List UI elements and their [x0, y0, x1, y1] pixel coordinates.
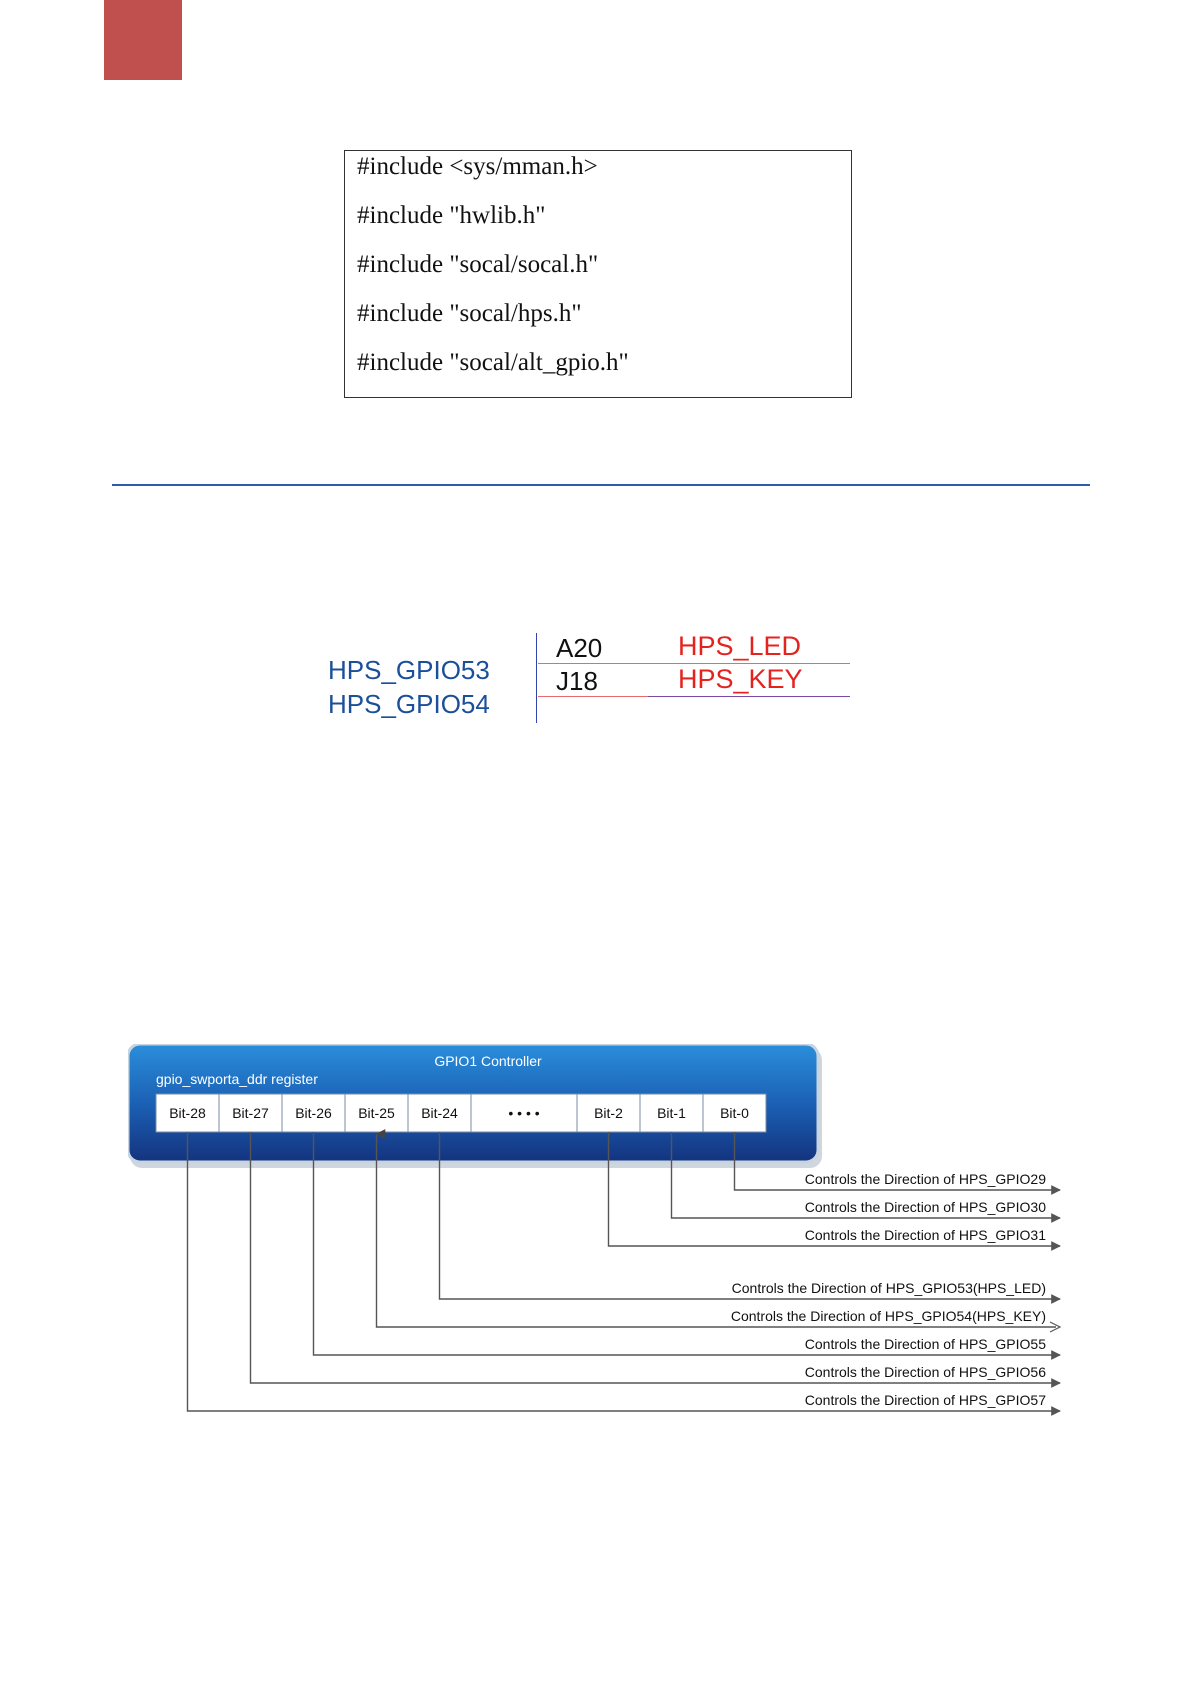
ball-label: J18 — [556, 666, 598, 696]
gpio-label: HPS_GPIO53 — [328, 655, 490, 685]
control-label: Controls the Direction of HPS_GPIO30 — [804, 1199, 1046, 1215]
bit-label: Bit-2 — [594, 1105, 623, 1121]
control-label: Controls the Direction of HPS_GPIO55 — [804, 1336, 1046, 1352]
wire — [538, 663, 648, 664]
control-label: Controls the Direction of HPS_GPIO29 — [804, 1171, 1046, 1187]
bit-label: Bit-26 — [295, 1105, 332, 1121]
control-label: Controls the Direction of HPS_GPIO57 — [804, 1392, 1046, 1408]
net-label: HPS_LED — [678, 631, 802, 661]
control-label: Controls the Direction of HPS_GPIO54(HPS_KEY) — [730, 1308, 1046, 1324]
control-label: Controls the Direction of HPS_GPIO31 — [804, 1227, 1046, 1243]
code-line: #include <sys/mman.h> — [357, 153, 598, 180]
register-name: gpio_swporta_ddr register — [156, 1071, 318, 1087]
bit-cells — [156, 1094, 766, 1132]
wire — [538, 696, 648, 697]
code-line: #include "socal/alt_gpio.h" — [357, 349, 629, 376]
gpio-label: HPS_GPIO54 — [328, 689, 490, 719]
control-label: Controls the Direction of HPS_GPIO53(HPS_LED) — [731, 1280, 1046, 1296]
controller-title: GPIO1 Controller — [434, 1053, 542, 1069]
bit-label: Bit-1 — [657, 1105, 686, 1121]
code-line: #include "socal/hps.h" — [357, 300, 582, 327]
pin-assignment-figure — [320, 628, 860, 728]
wire — [648, 696, 850, 697]
bit-label: Bit-27 — [232, 1105, 269, 1121]
gpio-diagram-svg — [128, 1044, 1088, 1434]
wire — [648, 663, 850, 664]
bit-label: • • • • — [508, 1105, 540, 1121]
ball-label: A20 — [556, 633, 603, 663]
section-divider — [112, 484, 1090, 486]
code-line: #include "socal/socal.h" — [357, 251, 599, 278]
control-label: Controls the Direction of HPS_GPIO56 — [804, 1364, 1046, 1380]
gpio-direction-diagram — [128, 1044, 1088, 1434]
control-lines — [188, 1132, 1061, 1411]
code-line: #include "hwlib.h" — [357, 202, 546, 229]
include-code-box — [344, 150, 852, 398]
bit-label: Bit-24 — [421, 1105, 458, 1121]
net-label: HPS_KEY — [678, 664, 803, 694]
bit-label: Bit-0 — [720, 1105, 749, 1121]
schematic-bus-line — [536, 633, 537, 723]
header-accent-block — [104, 0, 182, 80]
bit-label: Bit-28 — [169, 1105, 206, 1121]
bit-label: Bit-25 — [358, 1105, 395, 1121]
